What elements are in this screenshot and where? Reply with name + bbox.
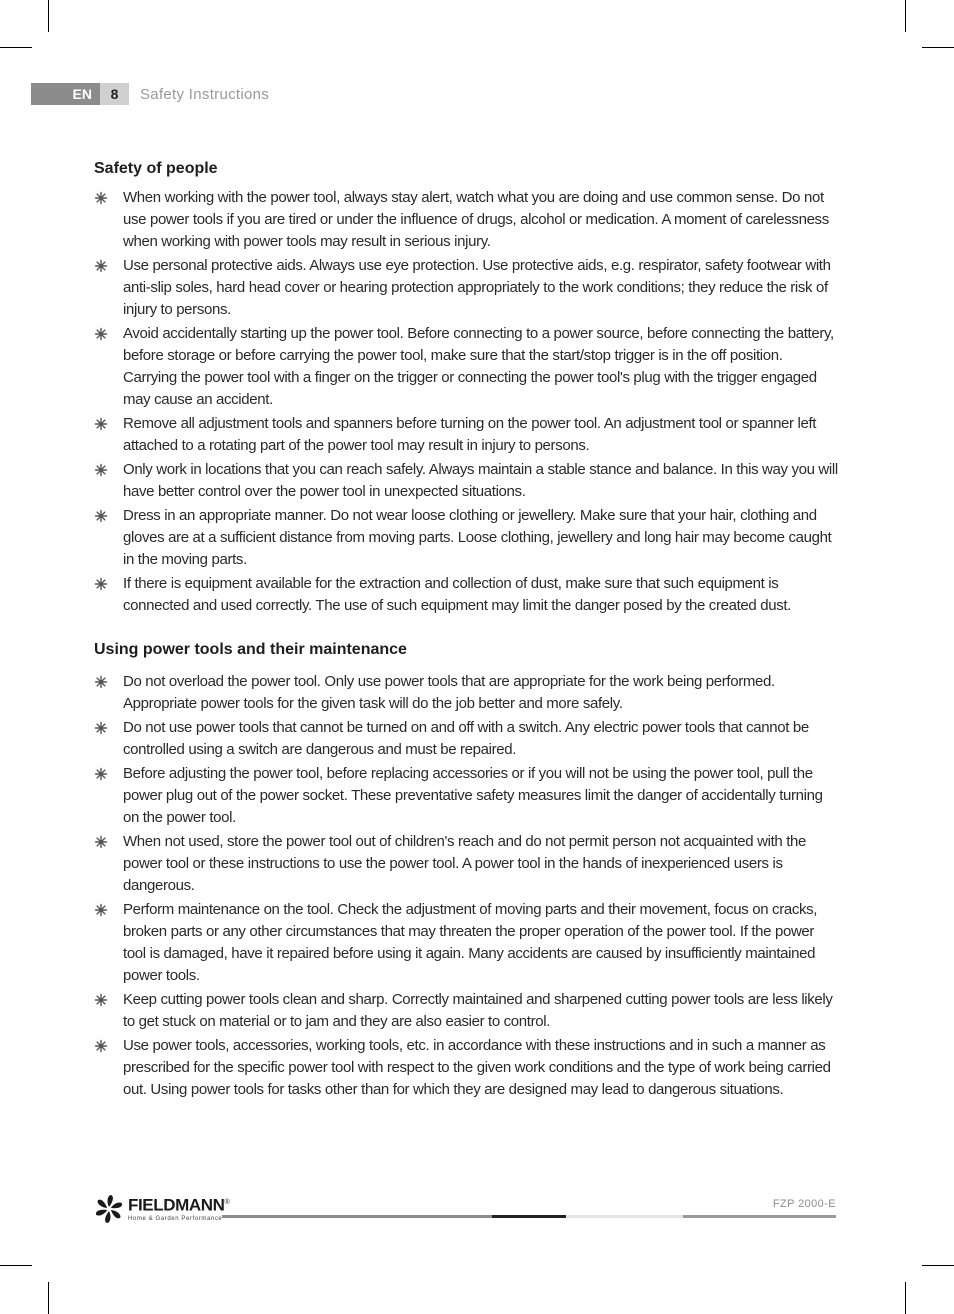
list-item <box>94 989 839 1033</box>
list-item-text: Dress in an appropriate manner. Do not wear loose clothing or jewellery. Make sure that your hair, clothing and gloves are at a sufficient distance from moving parts. Loose clothing, jewellery and long hair may become caught in the moving parts. <box>123 507 832 568</box>
list-item <box>94 1035 839 1101</box>
section-safety-of-people <box>94 160 839 617</box>
trademark: ® <box>224 1199 230 1206</box>
snowflake-bullet-icon <box>94 1039 108 1053</box>
snowflake-bullet-icon <box>94 767 108 781</box>
list-item <box>94 717 839 761</box>
list-item <box>94 763 839 829</box>
bullet-list <box>94 187 839 617</box>
snowflake-bullet-icon <box>94 327 108 341</box>
page-number: 8 <box>100 83 129 105</box>
language-badge: EN <box>31 83 100 105</box>
page-title: Safety Instructions <box>140 85 270 103</box>
snowflake-bullet-icon <box>94 191 108 205</box>
snowflake-bullet-icon <box>94 675 108 689</box>
crop-mark <box>0 1265 32 1266</box>
section-heading: Safety of people <box>94 160 218 177</box>
snowflake-bullet-icon <box>94 417 108 431</box>
list-item <box>94 255 839 321</box>
brand-tagline: Home & Garden Performance <box>128 1215 223 1222</box>
list-item-text: When working with the power tool, always stay alert, watch what you are doing and use common sense. Do not use power tools if you are tired or under the influence of drugs, alcohol or medication. A moment of carelessness when working with power tools may result in serious injury. <box>123 189 829 250</box>
section-power-tools-maintenance <box>94 641 839 1101</box>
list-item <box>94 323 839 411</box>
list-item-text: Use personal protective aids. Always use eye protection. Use protective aids, e.g. respirator, safety footwear with anti-slip soles, hard head cover or hearing protection appropriately to the work conditions; they reduce the risk of injury to persons. <box>123 257 831 318</box>
footer-rule <box>492 1215 566 1218</box>
list-item-text: Only work in locations that you can reach safely. Always maintain a stable stance and balance. In this way you will have better control over the power tool in unexpected situations. <box>123 461 838 500</box>
section-heading: Using power tools and their maintenance <box>94 641 407 658</box>
list-item-text: Perform maintenance on the tool. Check the adjustment of moving parts and their movement, focus on cracks, broken parts or any other circumstances that may threaten the proper operation of the power tool. If the power tool is damaged, have it repaired before using it again. Many accidents are caused by insufficiently maintained power tools. <box>123 901 818 984</box>
crop-mark <box>905 1282 906 1314</box>
list-item <box>94 505 839 571</box>
snowflake-bullet-icon <box>94 993 108 1007</box>
snowflake-bullet-icon <box>94 721 108 735</box>
bullet-list <box>94 671 839 1101</box>
list-item <box>94 671 839 715</box>
snowflake-bullet-icon <box>94 903 108 917</box>
crop-mark <box>48 0 49 32</box>
list-item-text: Remove all adjustment tools and spanners before turning on the power tool. An adjustment tool or spanner left attached to a rotating part of the power tool may result in injury to persons. <box>123 415 817 454</box>
crop-mark <box>922 47 954 48</box>
list-item <box>94 831 839 897</box>
footer-rule <box>683 1215 836 1218</box>
snowflake-bullet-icon <box>94 577 108 591</box>
list-item-text: Avoid accidentally starting up the power tool. Before connecting to a power source, before connecting the battery, before storage or before carrying the power tool, make sure that the start/stop trigger is in the off position. Carrying the power tool with a finger on the trigger or connecting the power tool's plug with the trigger engaged may cause an accident. <box>123 325 834 408</box>
footer-rule <box>222 1215 492 1218</box>
crop-mark <box>0 47 32 48</box>
crop-mark <box>905 0 906 32</box>
list-item-text: When not used, store the power tool out of children's reach and do not permit person not acquainted with the power tool or these instructions to use the power tool. A power tool in the hands of inexperienced users is dangerous. <box>123 833 807 894</box>
list-item-text: Keep cutting power tools clean and sharp. Correctly maintained and sharpened cutting power tools are less likely to get stuck on material or to jam and they are also easier to control. <box>123 991 833 1030</box>
list-item-text: If there is equipment available for the extraction and collection of dust, make sure that such equipment is connected and used correctly. The use of such equipment may limit the danger posed by the created dust. <box>123 575 791 614</box>
list-item-text: Before adjusting the power tool, before replacing accessories or if you will not be using the power tool, pull the power plug out of the power socket. These preventative safety measures limit the danger of accidentally turning on the power tool. <box>123 765 823 826</box>
snowflake-bullet-icon <box>94 835 108 849</box>
list-item-text: Do not overload the power tool. Only use power tools that are appropriate for the work being performed. Appropriate power tools for the given task will do the job better and more safely. <box>123 673 775 712</box>
crop-mark <box>48 1282 49 1314</box>
footer-rule <box>566 1215 683 1218</box>
brand-name: FIELDMANN <box>128 1195 225 1215</box>
page-header <box>31 83 269 105</box>
list-item <box>94 413 839 457</box>
snowflake-bullet-icon <box>94 509 108 523</box>
fan-logo-icon <box>94 1194 124 1224</box>
list-item <box>94 573 839 617</box>
snowflake-bullet-icon <box>94 259 108 273</box>
list-item <box>94 459 839 503</box>
crop-mark <box>922 1265 954 1266</box>
model-number: FZP 2000-E <box>772 1198 836 1210</box>
page-footer <box>94 1192 836 1226</box>
list-item <box>94 899 839 987</box>
snowflake-bullet-icon <box>94 463 108 477</box>
main-content <box>94 160 839 1103</box>
list-item <box>94 187 839 253</box>
fieldmann-logo <box>94 1194 229 1224</box>
list-item-text: Use power tools, accessories, working tools, etc. in accordance with these instructions and in such a manner as prescribed for the specific power tool with respect to the given work conditions and the type of work being carried out. Using power tools for tasks other than for which they are designed may lead to dangerous situations. <box>123 1037 831 1098</box>
list-item-text: Do not use power tools that cannot be turned on and off with a switch. Any electric power tools that cannot be controlled using a switch are dangerous and must be repaired. <box>123 719 809 758</box>
